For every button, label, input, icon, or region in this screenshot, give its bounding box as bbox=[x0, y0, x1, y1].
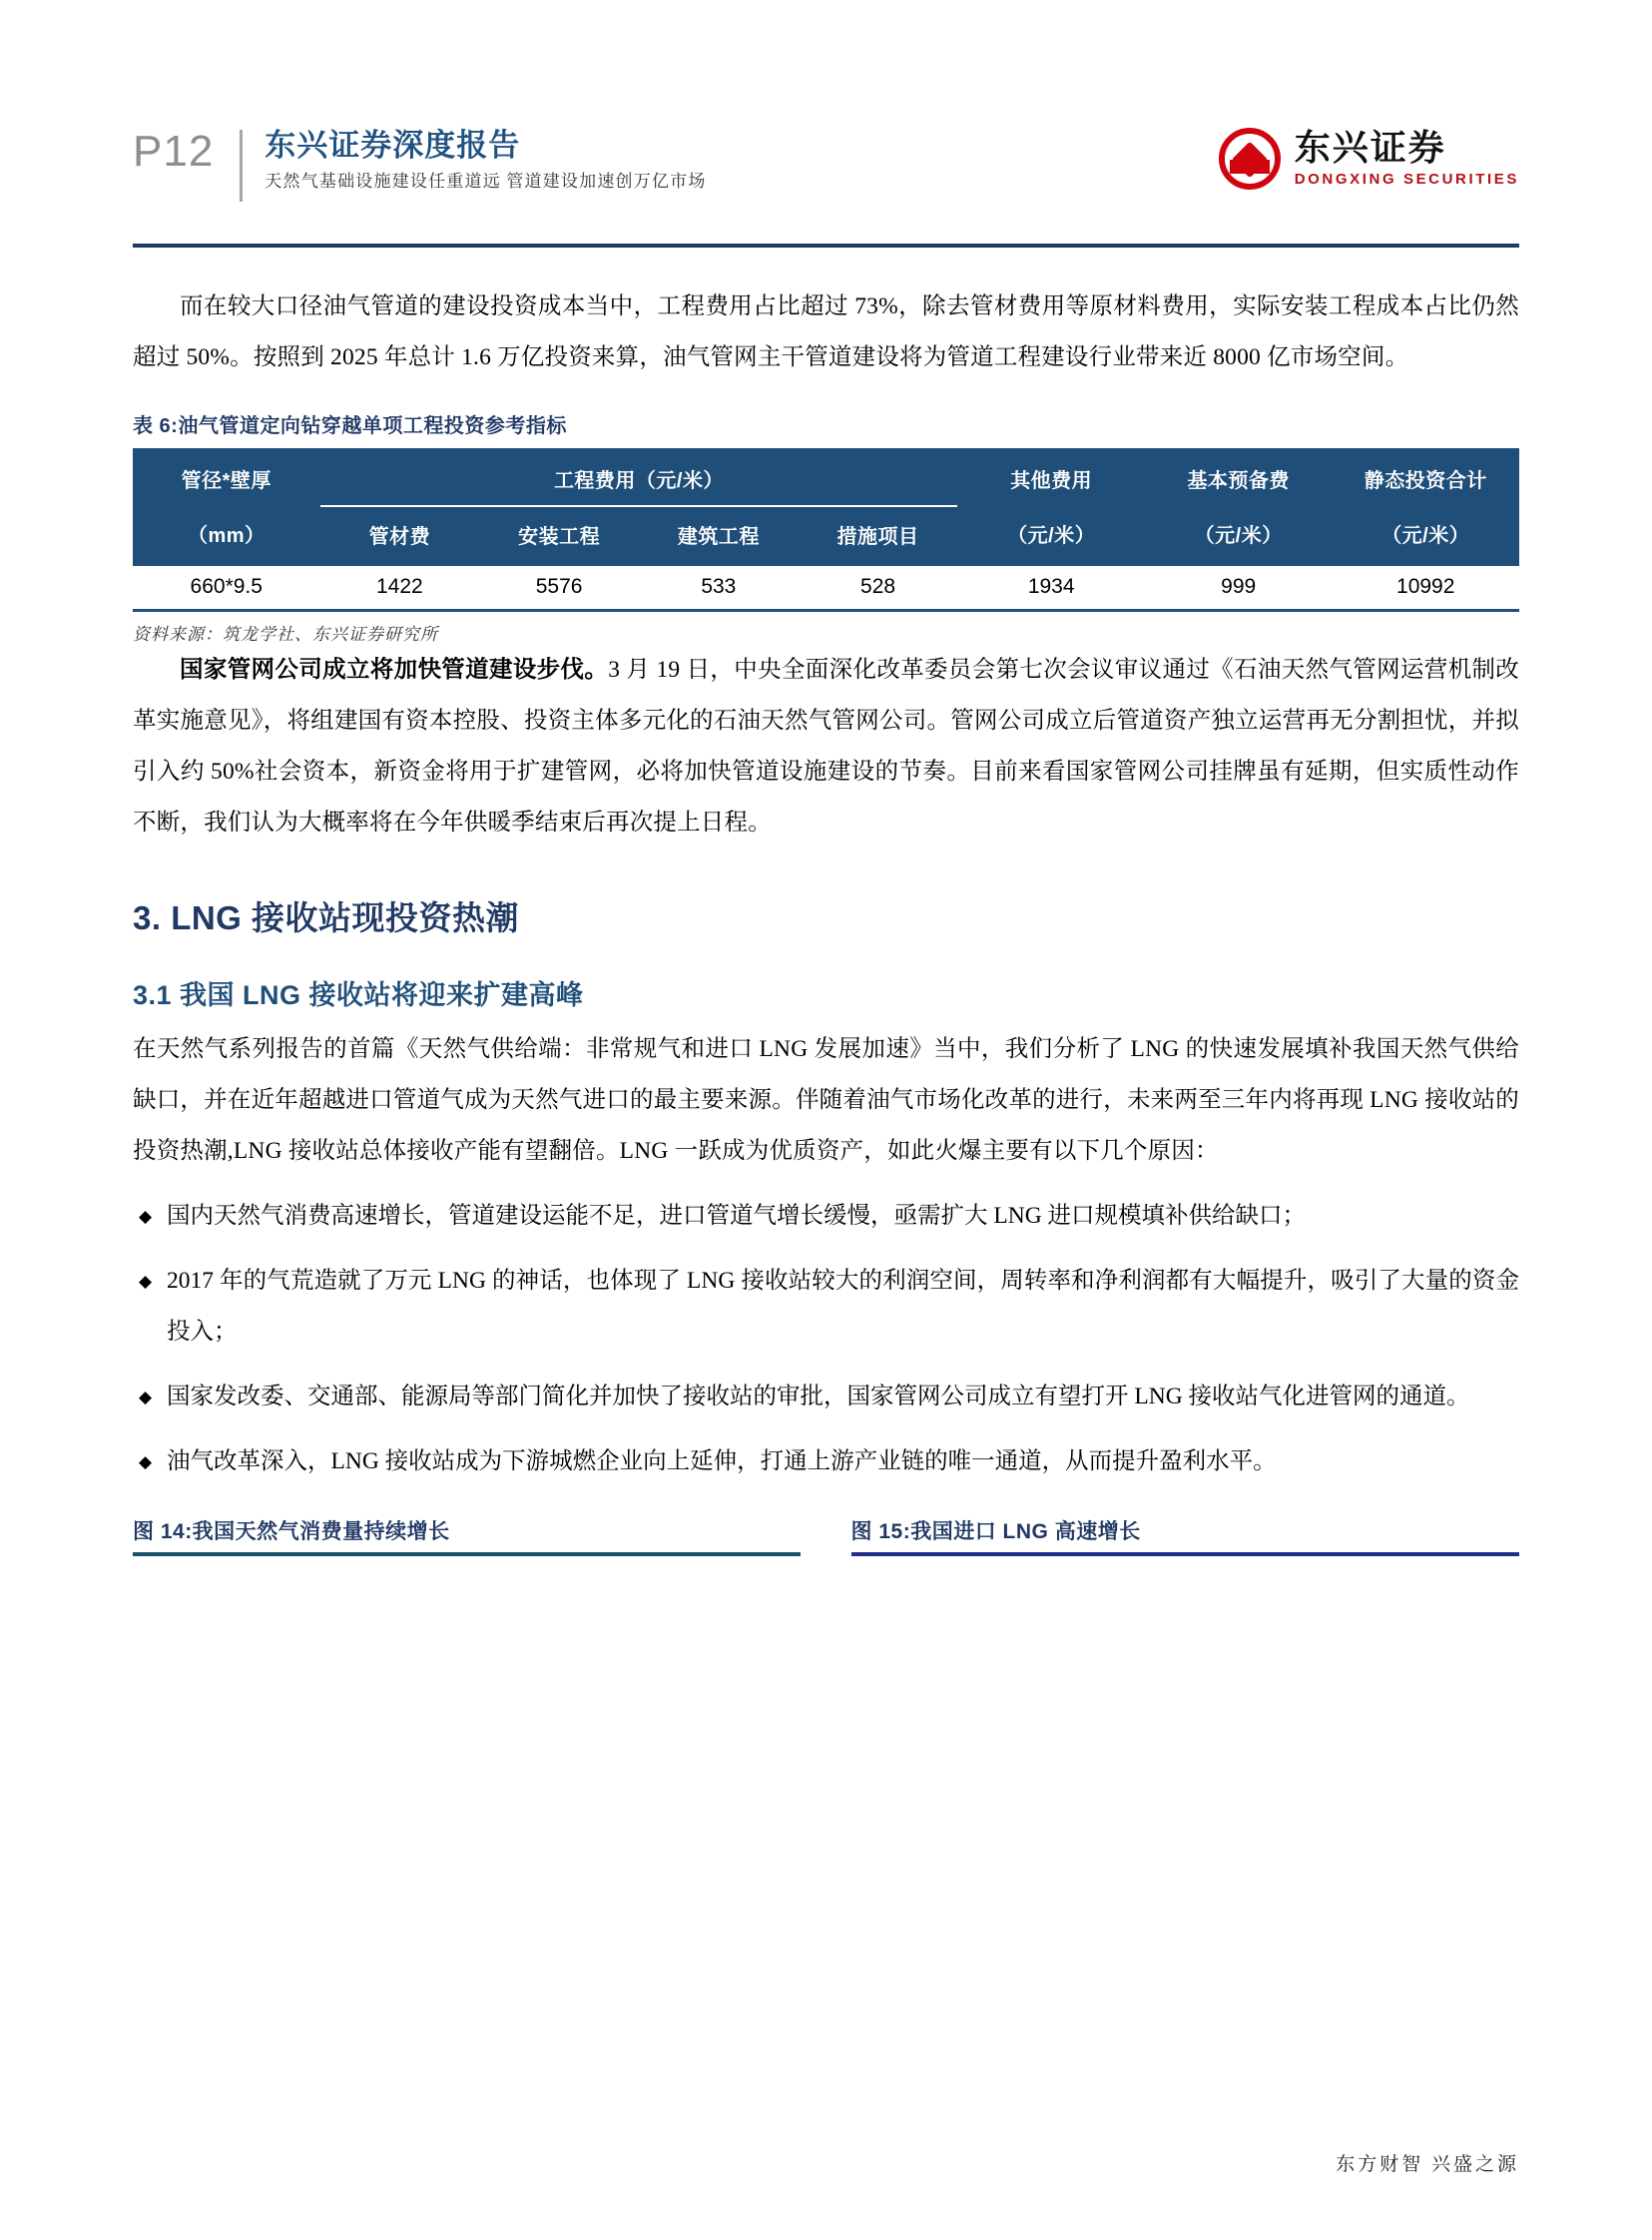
table-caption: 表 6:油气管道定向钻穿越单项工程投资参考指标 bbox=[133, 415, 567, 437]
th-other-cost: 其他费用 bbox=[957, 451, 1145, 506]
cell-reserve: 999 bbox=[1145, 566, 1333, 609]
th-basic-reserve: 基本预备费 bbox=[1145, 451, 1333, 506]
th-measures: 措施项目 bbox=[799, 506, 958, 566]
cell-measures: 528 bbox=[799, 566, 958, 609]
logo-text-group bbox=[1295, 128, 1519, 190]
investment-table bbox=[133, 451, 1519, 609]
report-subtitle: 天然气基础设施建设任重道远 管道建设加速创万亿市场 bbox=[265, 172, 707, 191]
table-row bbox=[133, 566, 1519, 609]
diamond-bullet-icon: ◆ bbox=[139, 1207, 153, 1226]
figure-14-chart-area bbox=[133, 1556, 801, 1886]
figure-14 bbox=[133, 1515, 801, 1886]
th-unit-mm: （mm） bbox=[133, 506, 320, 566]
cell-pipe-spec: 660*9.5 bbox=[133, 566, 320, 609]
report-title: 东兴证券深度报告 bbox=[265, 128, 521, 163]
reason-list bbox=[133, 1191, 1519, 1487]
list-item-text: 国内天然气消费高速增长，管道建设运能不足，进口管道气增长缓慢，亟需扩大 LNG 进口规模填补供给缺口； bbox=[167, 1203, 1307, 1229]
table-header-row-2 bbox=[133, 506, 1519, 566]
company-logo bbox=[1219, 128, 1519, 190]
cell-installation: 5576 bbox=[479, 566, 639, 609]
list-item bbox=[133, 1436, 1519, 1487]
diamond-bullet-icon: ◆ bbox=[139, 1388, 153, 1406]
th-construction: 建筑工程 bbox=[639, 506, 799, 566]
page-header bbox=[133, 126, 1519, 218]
list-item-text: 2017 年的气荒造就了万元 LNG 的神话，也体现了 LNG 接收站较大的利润空间，周转率和净利润都有大幅提升，吸引了大量的资金投入； bbox=[167, 1268, 1519, 1345]
th-other-unit: （元/米） bbox=[957, 506, 1145, 566]
th-engineering-cost: 工程费用（元/米） bbox=[320, 451, 958, 506]
figure-15 bbox=[851, 1515, 1519, 1886]
th-pipe-spec: 管径*壁厚 bbox=[133, 451, 320, 506]
cell-construction: 533 bbox=[639, 566, 799, 609]
section-heading-3-1: 3.1 我国 LNG 接收站将迎来扩建高峰 bbox=[133, 980, 584, 1010]
paragraph-3: 在天然气系列报告的首篇《天然气供给端：非常规气和进口 LNG 发展加速》当中，我们分析了 LNG 的快速发展填补我国天然气供给缺口，并在近年超越进口管道气成为天然气进口的最主要来源。伴随着油气市场化改革的进行，未来两至三年内将再现 LNG 接收站的投资热潮,LNG 接收站总体接收产能有望翻倍。LNG 一跃成为优质资产，如此火爆主要有以下几个原因： bbox=[133, 1036, 1519, 1164]
figure-15-caption: 图 15:我国进口 LNG 高速增长 bbox=[850, 1520, 1141, 1543]
list-item bbox=[133, 1372, 1519, 1422]
cell-total: 10992 bbox=[1332, 566, 1519, 609]
logo-english-name: DONGXING SECURITIES bbox=[1294, 171, 1519, 188]
cell-material-cost: 1422 bbox=[320, 566, 480, 609]
section-heading-3: 3. LNG 接收站现投资热潮 bbox=[133, 899, 520, 936]
diamond-bullet-icon: ◆ bbox=[139, 1272, 153, 1291]
page-content bbox=[133, 281, 1519, 1886]
diamond-bullet-icon: ◆ bbox=[139, 1452, 153, 1471]
table-bottom-rule bbox=[133, 609, 1519, 612]
logo-chinese-name: 东兴证券 bbox=[1294, 127, 1446, 168]
paragraph-1: 而在较大口径油气管道的建设投资成本当中，工程费用占比超过 73%，除去管材费用等原材料费用，实际安装工程成本占比仍然超过 50%。按照到 2025 年总计 1.6 万亿投资来算，油气管网主干管道建设将为管道工程建设行业带来近 8000 亿市场空间。 bbox=[133, 293, 1519, 370]
th-static-total: 静态投资合计 bbox=[1332, 451, 1519, 506]
list-item bbox=[133, 1191, 1519, 1242]
list-item-text: 油气改革深入，LNG 接收站成为下游城燃企业向上延伸，打通上游产业链的唯一通道，从而提升盈利水平。 bbox=[167, 1448, 1277, 1474]
header-left-group bbox=[133, 126, 707, 202]
th-material-cost: 管材费 bbox=[320, 506, 480, 566]
header-accent-bar bbox=[133, 244, 1519, 248]
paragraph-2-body: 3 月 19 日，中央全面深化改革委员会第七次会议审议通过《石油天然气管网运营机制改革实施意见》，将组建国有资本控股、投资主体多元化的石油天然气管网公司。管网公司成立后管道资产独立运营再无分割担忧，并拟引入约 50%社会资本，新资金将用于扩建管网，必将加快管道设施建设的节奏。目前来看国家管网公司挂牌虽有延期，但实质性动作不断，我们认为大概率将在今年供暖季结束后再次提上日程。 bbox=[133, 657, 1519, 836]
th-total-unit: （元/米） bbox=[1332, 506, 1519, 566]
list-item-text: 国家发改委、交通部、能源局等部门简化并加快了接收站的审批，国家管网公司成立有望打开 LNG 接收站气化进管网的通道。 bbox=[167, 1384, 1470, 1409]
list-item bbox=[133, 1256, 1519, 1358]
header-title-group bbox=[243, 126, 706, 196]
figure-14-caption: 图 14:我国天然气消费量持续增长 bbox=[133, 1520, 450, 1543]
paragraph-2 bbox=[133, 645, 1519, 848]
figure-caption-row bbox=[133, 1515, 1519, 1886]
footer-slogan: 东方财智 兴盛之源 bbox=[1336, 2154, 1519, 2175]
table-header-row-1 bbox=[133, 451, 1519, 506]
cell-other-cost: 1934 bbox=[957, 566, 1145, 609]
table-source: 资料来源：筑龙学社、东兴证券研究所 bbox=[133, 625, 438, 644]
th-reserve-unit: （元/米） bbox=[1145, 506, 1333, 566]
mountain-circle-icon bbox=[1219, 128, 1281, 190]
th-installation: 安装工程 bbox=[479, 506, 639, 566]
paragraph-2-lead: 国家管网公司成立将加快管道建设步伐。 bbox=[180, 657, 609, 683]
figure-15-chart-area bbox=[851, 1556, 1519, 1886]
page-number: P12 bbox=[133, 127, 215, 176]
